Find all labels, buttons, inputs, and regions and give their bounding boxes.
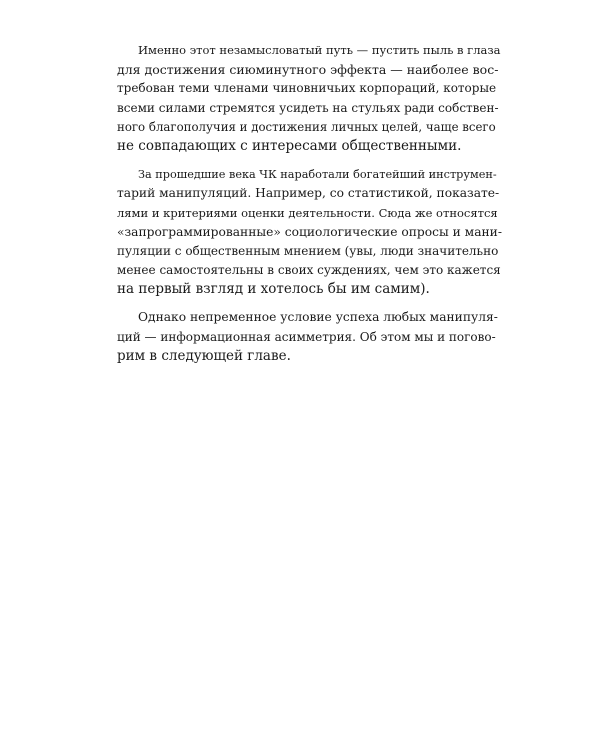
- body-text: [117, 41, 503, 375]
- text-line: не совпадающих с интересами общественными.: [117, 137, 462, 154]
- text-line: для достижения сиюминутного эффекта — наиболее вос-: [117, 62, 499, 78]
- text-line: менее самостоятельны в своих суждениях, чем это кажется: [117, 263, 501, 278]
- text-line: тарий манипуляций. Например, со статистикой, показате-: [117, 186, 500, 201]
- text-line: Именно этот незамысловатый путь — пустить пыль в глаза: [138, 43, 501, 57]
- text-line: ного благополучия и достижения личных целей, чаще всего: [117, 119, 496, 134]
- text-line: всеми силами стремятся усидеть на стульях ради собствен-: [117, 100, 499, 115]
- text-line: За прошедшие века ЧК наработали богатейший инструмен-: [138, 168, 497, 182]
- text-line: «запрограммированные» социологические опросы и мани-: [117, 224, 502, 239]
- paragraph-2: [117, 165, 503, 299]
- text-line: рим в следующей главе.: [117, 347, 291, 364]
- paragraph-3: [117, 308, 503, 366]
- text-line: лями и критериями оценки деятельности. Сюда же относятся: [117, 205, 498, 220]
- text-line: на первый взгляд и хотелось бы им самим).: [117, 281, 430, 298]
- text-line: ций — информационная асимметрия. Об этом мы и погово-: [117, 329, 496, 344]
- text-line: Однако непременное условие успеха любых манипуля-: [138, 310, 498, 325]
- text-line: требован теми членами чиновничьих корпораций, которые: [117, 81, 497, 96]
- text-line: пуляции с общественным мнением (увы, люди значительно: [117, 243, 499, 258]
- paragraph-1: [117, 41, 503, 156]
